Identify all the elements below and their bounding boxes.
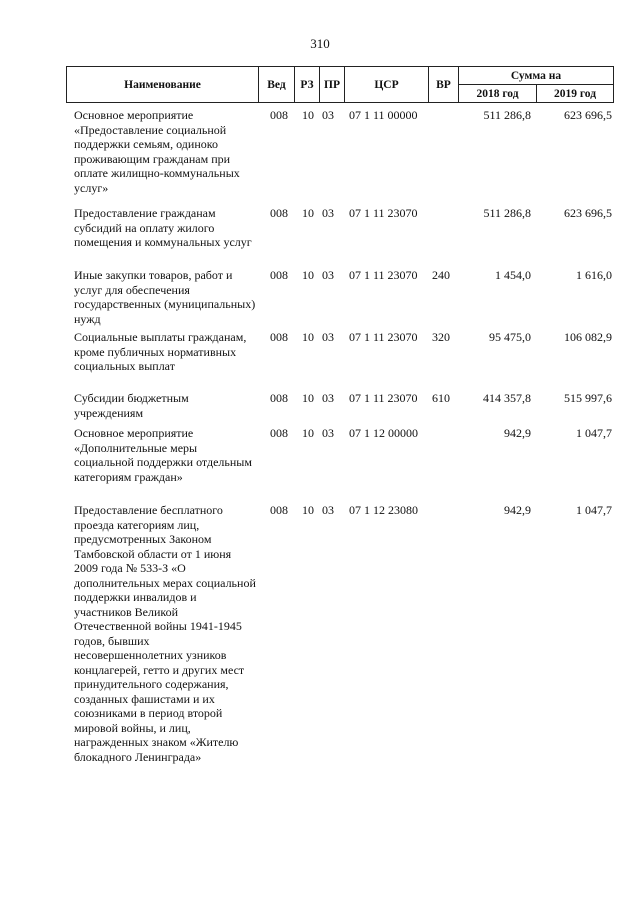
row-csr: 07 1 11 23070 — [349, 268, 418, 282]
row-vr: 320 — [432, 330, 450, 344]
row-pr: 03 — [322, 503, 334, 517]
row-vr: 240 — [432, 268, 450, 282]
table-row — [0, 330, 640, 391]
row-pr: 03 — [322, 330, 334, 344]
header-ved: Вед — [258, 67, 294, 102]
row-ved: 008 — [270, 268, 288, 282]
row-rz: 10 — [302, 426, 314, 440]
row-rz: 10 — [302, 503, 314, 517]
row-sum-2018: 1 454,0 — [495, 268, 531, 282]
row-sum-2019: 515 997,6 — [564, 391, 612, 405]
row-csr: 07 1 12 23080 — [349, 503, 418, 517]
table-row — [0, 268, 640, 330]
row-sum-2019: 623 696,5 — [564, 108, 612, 122]
row-sum-2018: 414 357,8 — [483, 391, 531, 405]
header-year-2019: 2019 год — [536, 85, 613, 102]
header-pr: ПР — [319, 67, 344, 102]
table-row — [0, 108, 640, 206]
row-sum-2018: 511 286,8 — [483, 206, 531, 220]
row-sum-2019: 1 616,0 — [576, 268, 612, 282]
row-vr: 610 — [432, 391, 450, 405]
row-sum-2019: 106 082,9 — [564, 330, 612, 344]
row-name: Основное мероприятие «Предоставление социальной поддержки семьям, одиноко проживающим гражданам при оплате жилищно-коммунальных услуг» — [74, 108, 240, 195]
row-ved: 008 — [270, 503, 288, 517]
row-name: Социальные выплаты гражданам, кроме публичных нормативных социальных выплат — [74, 330, 247, 373]
row-name: Основное мероприятие «Дополнительные меры социальной поддержки отдельным категориям граждан» — [74, 426, 252, 484]
row-pr: 03 — [322, 108, 334, 122]
row-pr: 03 — [322, 206, 334, 220]
header-name: Наименование — [124, 78, 201, 91]
row-csr: 07 1 11 23070 — [349, 206, 418, 220]
table-row — [0, 206, 640, 268]
table-row — [0, 426, 640, 503]
row-name: Предоставление гражданам субсидий на оплату жилого помещения и коммунальных услуг — [74, 206, 252, 249]
table-row — [0, 503, 640, 803]
row-rz: 10 — [302, 330, 314, 344]
page-number: 310 — [310, 36, 330, 51]
table-body — [0, 108, 640, 803]
row-ved: 008 — [270, 330, 288, 344]
row-sum-2019: 1 047,7 — [576, 503, 612, 517]
row-csr: 07 1 11 23070 — [349, 391, 418, 405]
row-pr: 03 — [322, 268, 334, 282]
row-name: Предоставление бесплатного проезда категориям лиц, предусмотренных Законом Тамбовской области от 1 июня 2009 года № 533-З «О дополнительных мерах социальной поддержки инвалидов и участников Великой Отечественной войны 1941-1945 годов, бывших несовершеннолетних узников концлагерей, гетто и других мест принудительного содержания, созданных фашистами и их союзниками в период второй мировой войны, и лиц, награжденных знаком «Жителю блокадного Ленинграда» — [74, 503, 256, 764]
row-ved: 008 — [270, 426, 288, 440]
row-name: Иные закупки товаров, работ и услуг для обеспечения государственных (муниципальных) нужд — [74, 268, 256, 326]
row-pr: 03 — [322, 391, 334, 405]
row-csr: 07 1 12 00000 — [349, 426, 418, 440]
table-row — [0, 391, 640, 426]
row-ved: 008 — [270, 391, 288, 405]
header-year-2018: 2018 год — [458, 85, 536, 102]
row-sum-2019: 1 047,7 — [576, 426, 612, 440]
row-sum-2018: 942,9 — [504, 503, 531, 517]
row-ved: 008 — [270, 206, 288, 220]
header-vr: ВР — [428, 67, 458, 102]
row-sum-2018: 942,9 — [504, 426, 531, 440]
row-sum-2019: 623 696,5 — [564, 206, 612, 220]
header-sum: Сумма на — [458, 67, 613, 85]
row-ved: 008 — [270, 108, 288, 122]
row-sum-2018: 95 475,0 — [489, 330, 531, 344]
row-name: Субсидии бюджетным учреждениям — [74, 391, 189, 420]
row-rz: 10 — [302, 108, 314, 122]
row-sum-2018: 511 286,8 — [483, 108, 531, 122]
row-rz: 10 — [302, 391, 314, 405]
header-csr: ЦСР — [344, 67, 428, 102]
row-csr: 07 1 11 23070 — [349, 330, 418, 344]
header-rz: РЗ — [294, 67, 319, 102]
table-header — [66, 66, 614, 103]
row-csr: 07 1 11 00000 — [349, 108, 418, 122]
row-pr: 03 — [322, 426, 334, 440]
row-rz: 10 — [302, 268, 314, 282]
row-rz: 10 — [302, 206, 314, 220]
